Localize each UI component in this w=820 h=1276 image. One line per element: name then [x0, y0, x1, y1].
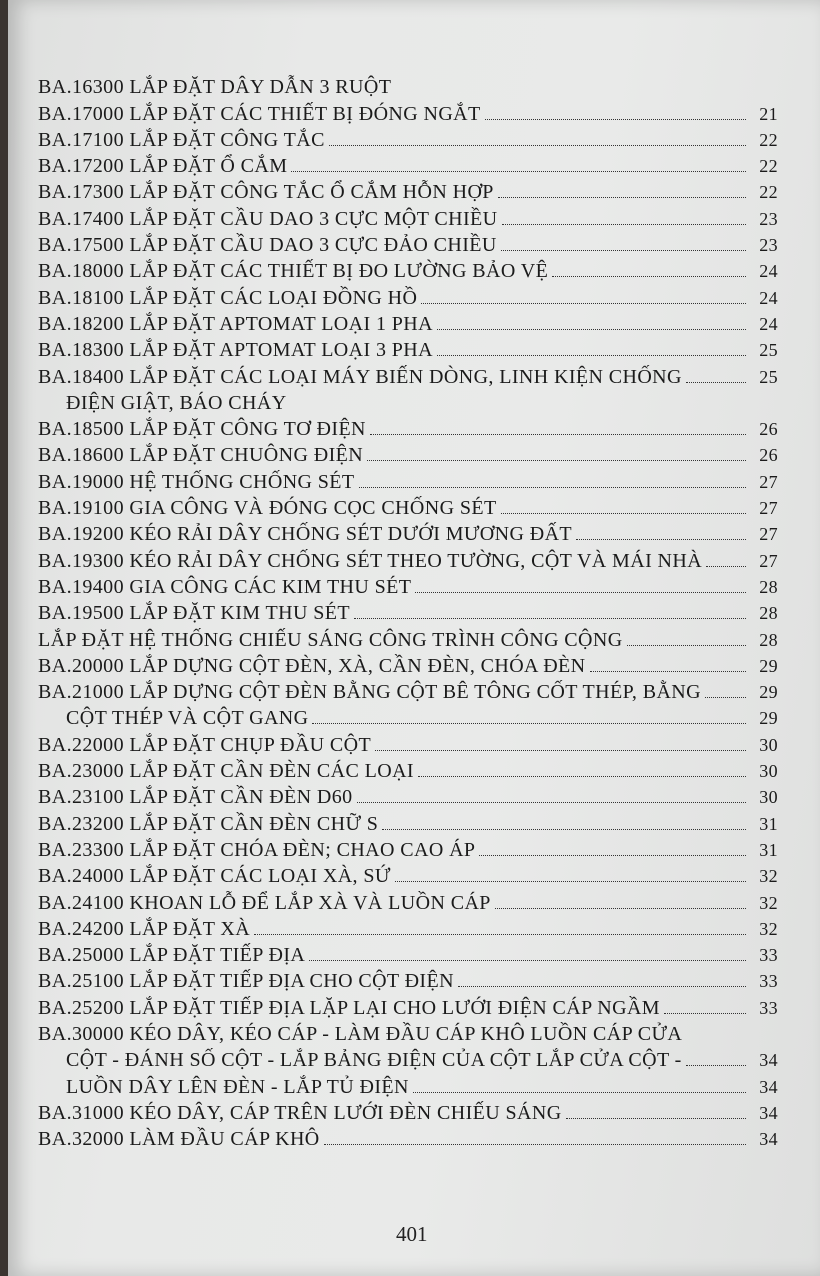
dot-leader	[502, 224, 746, 225]
toc-entry	[38, 258, 778, 284]
toc-entry-title: BA.21000 LẮP DỰNG CỘT ĐÈN BẰNG CỘT BÊ TÔNG CỐT THÉP, BẰNG	[38, 681, 701, 704]
toc-entry-title: BA.24100 KHOAN LỖ ĐỂ LẮP XÀ VÀ LUỒN CÁP	[38, 891, 491, 914]
toc-entry-page: 27	[759, 550, 778, 571]
dot-leader	[458, 986, 746, 987]
toc-entry-title: BA.19500 LẮP ĐẶT KIM THU SÉT	[38, 602, 350, 625]
toc-entry	[38, 284, 778, 310]
toc-entry-title: ĐIỆN GIẬT, BÁO CHÁY	[66, 391, 287, 414]
toc-entry-page: 29	[759, 682, 778, 703]
toc-entry	[38, 1100, 778, 1126]
dot-leader	[312, 723, 746, 724]
toc-entry	[38, 968, 778, 994]
table-of-contents	[38, 74, 778, 1152]
toc-entry-page: 30	[759, 761, 778, 782]
dot-leader	[627, 645, 746, 646]
toc-entry-title: BA.17200 LẮP ĐẶT Ổ CẮM	[38, 155, 288, 178]
dot-leader	[590, 671, 746, 672]
toc-entry-page: 31	[759, 813, 778, 834]
dot-leader	[370, 434, 746, 435]
toc-entry	[38, 626, 778, 652]
toc-entry-title: BA.17300 LẮP ĐẶT CÔNG TẮC Ổ CẮM HỖN HỢP	[38, 181, 494, 204]
toc-entry	[38, 442, 778, 468]
toc-entry-page: 30	[759, 787, 778, 808]
dot-leader	[576, 539, 746, 540]
toc-entry-title: CỘT THÉP VÀ CỘT GANG	[66, 707, 309, 730]
toc-entry	[38, 205, 778, 231]
toc-entry	[38, 600, 778, 626]
toc-entry	[38, 337, 778, 363]
toc-entry-page: 25	[759, 340, 778, 361]
toc-entry-page: 29	[759, 655, 778, 676]
dot-leader	[495, 908, 746, 909]
toc-entry	[38, 574, 778, 600]
toc-entry	[38, 916, 778, 942]
toc-entry	[38, 179, 778, 205]
toc-entry-title: BA.17500 LẮP ĐẶT CẦU DAO 3 CỰC ĐẢO CHIỀU	[38, 234, 497, 257]
book-page	[8, 0, 820, 1276]
toc-entry	[38, 863, 778, 889]
toc-entry-page: 25	[759, 366, 778, 387]
dot-leader	[664, 1013, 746, 1014]
toc-entry-page: 27	[759, 471, 778, 492]
dot-leader	[291, 171, 746, 172]
toc-entry-title: BA.22000 LẮP ĐẶT CHỤP ĐẦU CỘT	[38, 733, 372, 756]
toc-entry-page: 27	[759, 498, 778, 519]
dot-leader	[706, 566, 746, 567]
toc-entry-page: 24	[759, 313, 778, 334]
dot-leader	[552, 276, 746, 277]
dot-leader	[309, 960, 746, 961]
toc-entry-page: 32	[759, 918, 778, 939]
toc-entry	[38, 390, 778, 416]
toc-entry-page: 23	[759, 208, 778, 229]
toc-entry	[38, 232, 778, 258]
toc-entry	[38, 653, 778, 679]
dot-leader	[395, 881, 746, 882]
page-number: 401	[396, 1222, 428, 1246]
toc-entry-page: 22	[759, 129, 778, 150]
toc-entry-title: CỘT - ĐÁNH SỐ CỘT - LẮP BẢNG ĐIỆN CỦA CỘT LẮP CỬA CỘT -	[66, 1049, 682, 1072]
toc-entry-title: BA.18300 LẮP ĐẶT APTOMAT LOẠI 3 PHA	[38, 339, 433, 362]
dot-leader	[415, 592, 746, 593]
dot-leader	[437, 355, 746, 356]
dot-leader	[382, 829, 746, 830]
toc-entry	[38, 705, 778, 731]
toc-entry-page: 28	[759, 576, 778, 597]
toc-entry-page: 28	[759, 629, 778, 650]
toc-entry-page: 22	[759, 156, 778, 177]
toc-entry	[38, 1073, 778, 1099]
toc-entry	[38, 547, 778, 573]
toc-entry-title: BA.18500 LẮP ĐẶT CÔNG TƠ ĐIỆN	[38, 418, 366, 441]
toc-entry-title: BA.32000 LÀM ĐẦU CÁP KHÔ	[38, 1128, 320, 1151]
dot-leader	[324, 1144, 746, 1145]
dot-leader	[686, 382, 746, 383]
toc-entry-page: 30	[759, 734, 778, 755]
toc-entry-title: BA.19200 KÉO RẢI DÂY CHỐNG SÉT DƯỚI MƯƠNG ĐẤT	[38, 523, 573, 546]
toc-entry-page: 24	[759, 287, 778, 308]
toc-entry-title: LUỒN DÂY LÊN ĐÈN - LẮP TỦ ĐIỆN	[66, 1075, 409, 1098]
toc-entry	[38, 679, 778, 705]
toc-entry-page: 34	[759, 1129, 778, 1150]
toc-entry	[38, 758, 778, 784]
toc-entry-page: 33	[759, 945, 778, 966]
dot-leader	[418, 776, 746, 777]
dot-leader	[501, 513, 746, 514]
toc-entry-page: 27	[759, 524, 778, 545]
dot-leader	[254, 934, 746, 935]
dot-leader	[413, 1092, 746, 1093]
toc-entry	[38, 1126, 778, 1152]
dot-leader	[501, 250, 746, 251]
dot-leader	[686, 1065, 746, 1066]
toc-entry-title: BA.19100 GIA CÔNG VÀ ĐÓNG CỌC CHỐNG SÉT	[38, 497, 497, 520]
dot-leader	[498, 197, 746, 198]
toc-entry-title: BA.24000 LẮP ĐẶT CÁC LOẠI XÀ, SỨ	[38, 865, 391, 888]
toc-entry	[38, 74, 778, 100]
toc-entry	[38, 889, 778, 915]
toc-entry	[38, 127, 778, 153]
toc-entry-title: BA.24200 LẮP ĐẶT XÀ	[38, 917, 251, 940]
toc-entry-page: 28	[759, 603, 778, 624]
toc-entry-page: 22	[759, 182, 778, 203]
dot-leader	[566, 1118, 746, 1119]
toc-entry-page: 31	[759, 839, 778, 860]
toc-entry	[38, 1047, 778, 1073]
dot-leader	[354, 618, 746, 619]
toc-entry-title: BA.31000 KÉO DÂY, CÁP TRÊN LƯỚI ĐÈN CHIẾU SÁNG	[38, 1101, 562, 1124]
toc-entry-title: BA.20000 LẮP DỰNG CỘT ĐÈN, XÀ, CẦN ĐÈN, CHÓA ĐÈN	[38, 654, 586, 677]
toc-entry	[38, 994, 778, 1020]
toc-entry-page: 29	[759, 708, 778, 729]
toc-entry	[38, 731, 778, 757]
toc-entry	[38, 153, 778, 179]
toc-entry-title: BA.23300 LẮP ĐẶT CHÓA ĐÈN; CHAO CAO ÁP	[38, 838, 476, 861]
toc-entry-title: BA.23100 LẮP ĐẶT CẦN ĐÈN D60	[38, 786, 353, 809]
dot-leader	[329, 145, 746, 146]
toc-entry-title: BA.25100 LẮP ĐẶT TIẾP ĐỊA CHO CỘT ĐIỆN	[38, 970, 454, 993]
toc-entry-title: BA.17000 LẮP ĐẶT CÁC THIẾT BỊ ĐÓNG NGẮT	[38, 102, 481, 125]
toc-entry-page: 32	[759, 892, 778, 913]
dot-leader	[357, 802, 746, 803]
dot-leader	[479, 855, 746, 856]
toc-entry-title: LẮP ĐẶT HỆ THỐNG CHIẾU SÁNG CÔNG TRÌNH CÔNG CỘNG	[38, 628, 623, 651]
dot-leader	[375, 750, 746, 751]
toc-entry	[38, 311, 778, 337]
dot-leader	[485, 119, 746, 120]
toc-entry-title: BA.25200 LẮP ĐẶT TIẾP ĐỊA LẶP LẠI CHO LƯỚI ĐIỆN CÁP NGẦM	[38, 996, 660, 1019]
toc-entry-title: BA.19300 KÉO RẢI DÂY CHỐNG SÉT THEO TƯỜNG, CỘT VÀ MÁI NHÀ	[38, 549, 703, 572]
toc-entry-title: BA.18000 LẮP ĐẶT CÁC THIẾT BỊ ĐO LƯỜNG BẢO VỆ	[38, 260, 549, 283]
toc-entry-page: 26	[759, 445, 778, 466]
toc-entry-title: BA.25000 LẮP ĐẶT TIẾP ĐỊA	[38, 944, 306, 967]
toc-entry	[38, 1021, 778, 1047]
toc-entry-page: 34	[759, 1050, 778, 1071]
toc-entry-page: 32	[759, 866, 778, 887]
toc-entry-title: BA.16300 LẮP ĐẶT DÂY DẪN 3 RUỘT	[38, 76, 392, 99]
toc-entry	[38, 810, 778, 836]
toc-entry-page: 34	[759, 1102, 778, 1123]
toc-entry-title: BA.23200 LẮP ĐẶT CẦN ĐÈN CHỮ S	[38, 812, 379, 835]
toc-entry-page: 21	[759, 103, 778, 124]
toc-entry	[38, 495, 778, 521]
dot-leader	[367, 460, 746, 461]
toc-entry	[38, 468, 778, 494]
toc-entry	[38, 784, 778, 810]
toc-entry	[38, 416, 778, 442]
toc-entry-title: BA.23000 LẮP ĐẶT CẦN ĐÈN CÁC LOẠI	[38, 760, 414, 783]
toc-entry-title: BA.30000 KÉO DÂY, KÉO CÁP - LÀM ĐẦU CÁP KHÔ LUỒN CÁP CỬA	[38, 1022, 683, 1045]
toc-entry-page: 23	[759, 235, 778, 256]
toc-entry-page: 26	[759, 419, 778, 440]
toc-entry-title: BA.19000 HỆ THỐNG CHỐNG SÉT	[38, 470, 355, 493]
toc-entry	[38, 363, 778, 389]
toc-entry	[38, 942, 778, 968]
toc-entry-page: 34	[759, 1076, 778, 1097]
toc-entry-title: BA.18100 LẮP ĐẶT CÁC LOẠI ĐỒNG HỒ	[38, 286, 418, 309]
dot-leader	[437, 329, 746, 330]
toc-entry-page: 33	[759, 971, 778, 992]
toc-entry	[38, 100, 778, 126]
toc-entry-title: BA.17400 LẮP ĐẶT CẦU DAO 3 CỰC MỘT CHIỀU	[38, 207, 498, 230]
toc-entry-title: BA.17100 LẮP ĐẶT CÔNG TẮC	[38, 128, 325, 151]
toc-entry	[38, 521, 778, 547]
toc-entry-title: BA.18200 LẮP ĐẶT APTOMAT LOẠI 1 PHA	[38, 312, 433, 335]
toc-entry-title: BA.18600 LẮP ĐẶT CHUÔNG ĐIỆN	[38, 444, 364, 467]
dot-leader	[359, 487, 746, 488]
toc-entry-page: 24	[759, 261, 778, 282]
toc-entry	[38, 837, 778, 863]
dot-leader	[705, 697, 746, 698]
toc-entry-page: 33	[759, 997, 778, 1018]
toc-entry-title: BA.19400 GIA CÔNG CÁC KIM THU SÉT	[38, 575, 412, 598]
dot-leader	[421, 303, 746, 304]
toc-entry-title: BA.18400 LẮP ĐẶT CÁC LOẠI MÁY BIẾN DÒNG, LINH KIỆN CHỐNG	[38, 365, 682, 388]
